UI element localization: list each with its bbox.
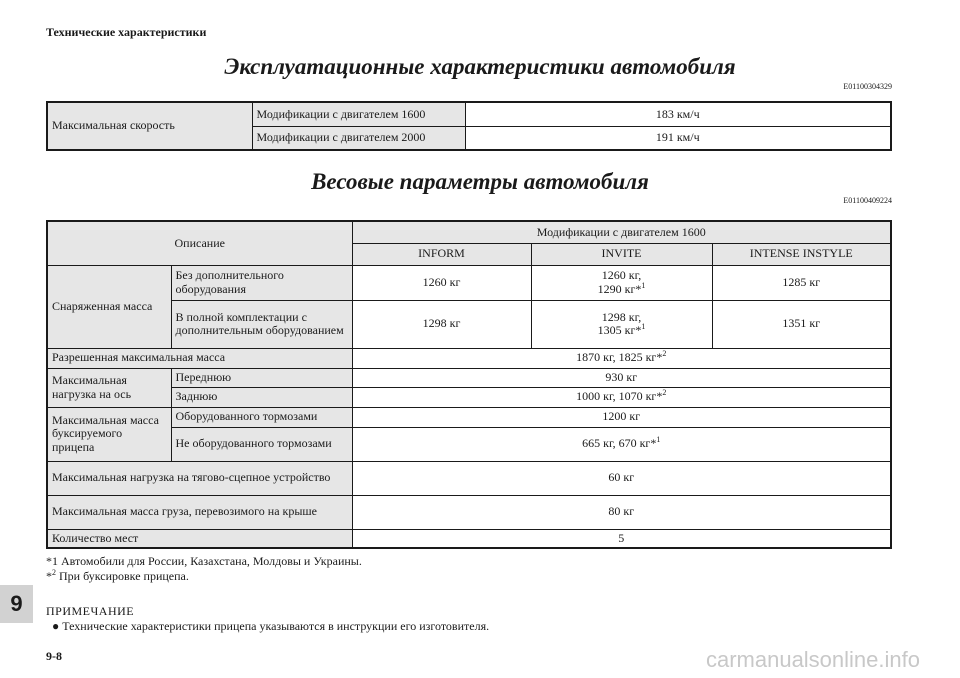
curb-inform-1: 1260 кг bbox=[352, 265, 531, 300]
curb-invite-2 bbox=[531, 300, 712, 348]
chapter-tab: 9 bbox=[0, 585, 33, 623]
trim-inform: INFORM bbox=[352, 243, 531, 265]
speed-table bbox=[46, 101, 892, 151]
speed-mod-2000: Модификации с двигателем 2000 bbox=[252, 126, 465, 150]
seats-value: 5 bbox=[352, 529, 891, 548]
footnote-2-mark: * bbox=[46, 569, 52, 583]
axle-rear-sub: Заднюю bbox=[171, 387, 352, 407]
footnote-mark: 2 bbox=[662, 349, 667, 359]
roof-label: Максимальная масса груза, перевозимого на крыше bbox=[47, 495, 352, 529]
curb-intense-2: 1351 кг bbox=[712, 300, 891, 348]
bullet-icon: ● bbox=[52, 619, 60, 633]
footnote-mark: 1 bbox=[656, 435, 661, 445]
footnote-mark: 1 bbox=[641, 280, 646, 290]
curb-intense-1: 1285 кг bbox=[712, 265, 891, 300]
gross-label: Разрешенная максимальная масса bbox=[47, 348, 352, 368]
note-heading: ПРИМЕЧАНИЕ bbox=[46, 604, 135, 618]
note-item bbox=[52, 619, 489, 634]
code-performance: E01100304329 bbox=[843, 82, 892, 91]
gross-value-text: 1870 кг, 1825 кг* bbox=[576, 350, 663, 365]
seats-label: Количество мест bbox=[47, 529, 352, 548]
note-text: Технические характеристики прицепа указываются в инструкции его изготовителя. bbox=[62, 619, 490, 633]
page-number: 9-8 bbox=[46, 649, 62, 663]
trailer-unbraked-value bbox=[352, 427, 891, 461]
axle-front-value: 930 кг bbox=[352, 368, 891, 387]
roof-value: 80 кг bbox=[352, 495, 891, 529]
title-performance: Эксплуатационные характеристики автомобиля bbox=[224, 54, 736, 79]
footnote-1 bbox=[46, 554, 362, 569]
speed-value-2000: 191 км/ч bbox=[465, 126, 891, 150]
axle-front-sub: Переднюю bbox=[171, 368, 352, 387]
trailer-unbraked-sub: Не оборудованного тормозами bbox=[171, 427, 352, 461]
curb-sub-1: Без дополнительного оборудования bbox=[171, 265, 352, 300]
speed-label: Максимальная скорость bbox=[47, 102, 252, 150]
curb-invite-2-a: 1298 кг, bbox=[601, 309, 642, 324]
mod-header: Модификации с двигателем 1600 bbox=[352, 221, 891, 243]
footnote-2-sup: 2 bbox=[52, 568, 56, 577]
title-weight: Весовые параметры автомобиля bbox=[311, 169, 649, 194]
axle-rear-value bbox=[352, 387, 891, 407]
footnote-1-text: Автомобили для России, Казахстана, Молдовы и Украины. bbox=[58, 554, 362, 568]
curb-inform-2: 1298 кг bbox=[352, 300, 531, 348]
footnote-2-text: При буксировке прицепа. bbox=[56, 569, 189, 583]
trailer-label: Максимальная масса буксируемого прицепа bbox=[47, 407, 171, 461]
footnote-1-mark: *1 bbox=[46, 554, 58, 568]
footnote-2 bbox=[46, 569, 189, 584]
trailer-braked-value: 1200 кг bbox=[352, 407, 891, 427]
trim-invite: INVITE bbox=[531, 243, 712, 265]
weight-table bbox=[46, 220, 892, 549]
footnote-mark: 2 bbox=[662, 388, 667, 398]
code-weight: E01100409224 bbox=[843, 196, 892, 205]
curb-invite-2-b: 1305 кг* bbox=[597, 323, 642, 337]
trailer-braked-sub: Оборудованного тормозами bbox=[171, 407, 352, 427]
towbar-label: Максимальная нагрузка на тягово-сцепное устройство bbox=[47, 461, 352, 495]
trailer-unbraked-value-text: 665 кг, 670 кг* bbox=[582, 436, 657, 451]
axle-rear-value-text: 1000 кг, 1070 кг* bbox=[576, 389, 663, 404]
speed-value-1600: 183 км/ч bbox=[465, 102, 891, 126]
axle-label: Максимальная нагрузка на ось bbox=[47, 368, 171, 407]
desc-header: Описание bbox=[47, 221, 352, 265]
section-header: Технические характеристики bbox=[46, 25, 207, 39]
watermark: carmanualsonline.info bbox=[705, 647, 920, 672]
curb-invite-1 bbox=[531, 265, 712, 300]
curb-invite-1-a: 1260 кг, bbox=[601, 268, 642, 283]
towbar-value: 60 кг bbox=[352, 461, 891, 495]
curb-label: Снаряженная масса bbox=[47, 265, 171, 348]
curb-sub-2: В полной комплектации с дополнительным оборудованием bbox=[171, 300, 352, 348]
footnote-mark: 1 bbox=[641, 322, 646, 331]
trim-intense-instyle: INTENSE INSTYLE bbox=[712, 243, 891, 265]
gross-value bbox=[352, 348, 891, 368]
curb-invite-1-b: 1290 кг* bbox=[597, 281, 642, 296]
speed-mod-1600: Модификации с двигателем 1600 bbox=[252, 102, 465, 126]
